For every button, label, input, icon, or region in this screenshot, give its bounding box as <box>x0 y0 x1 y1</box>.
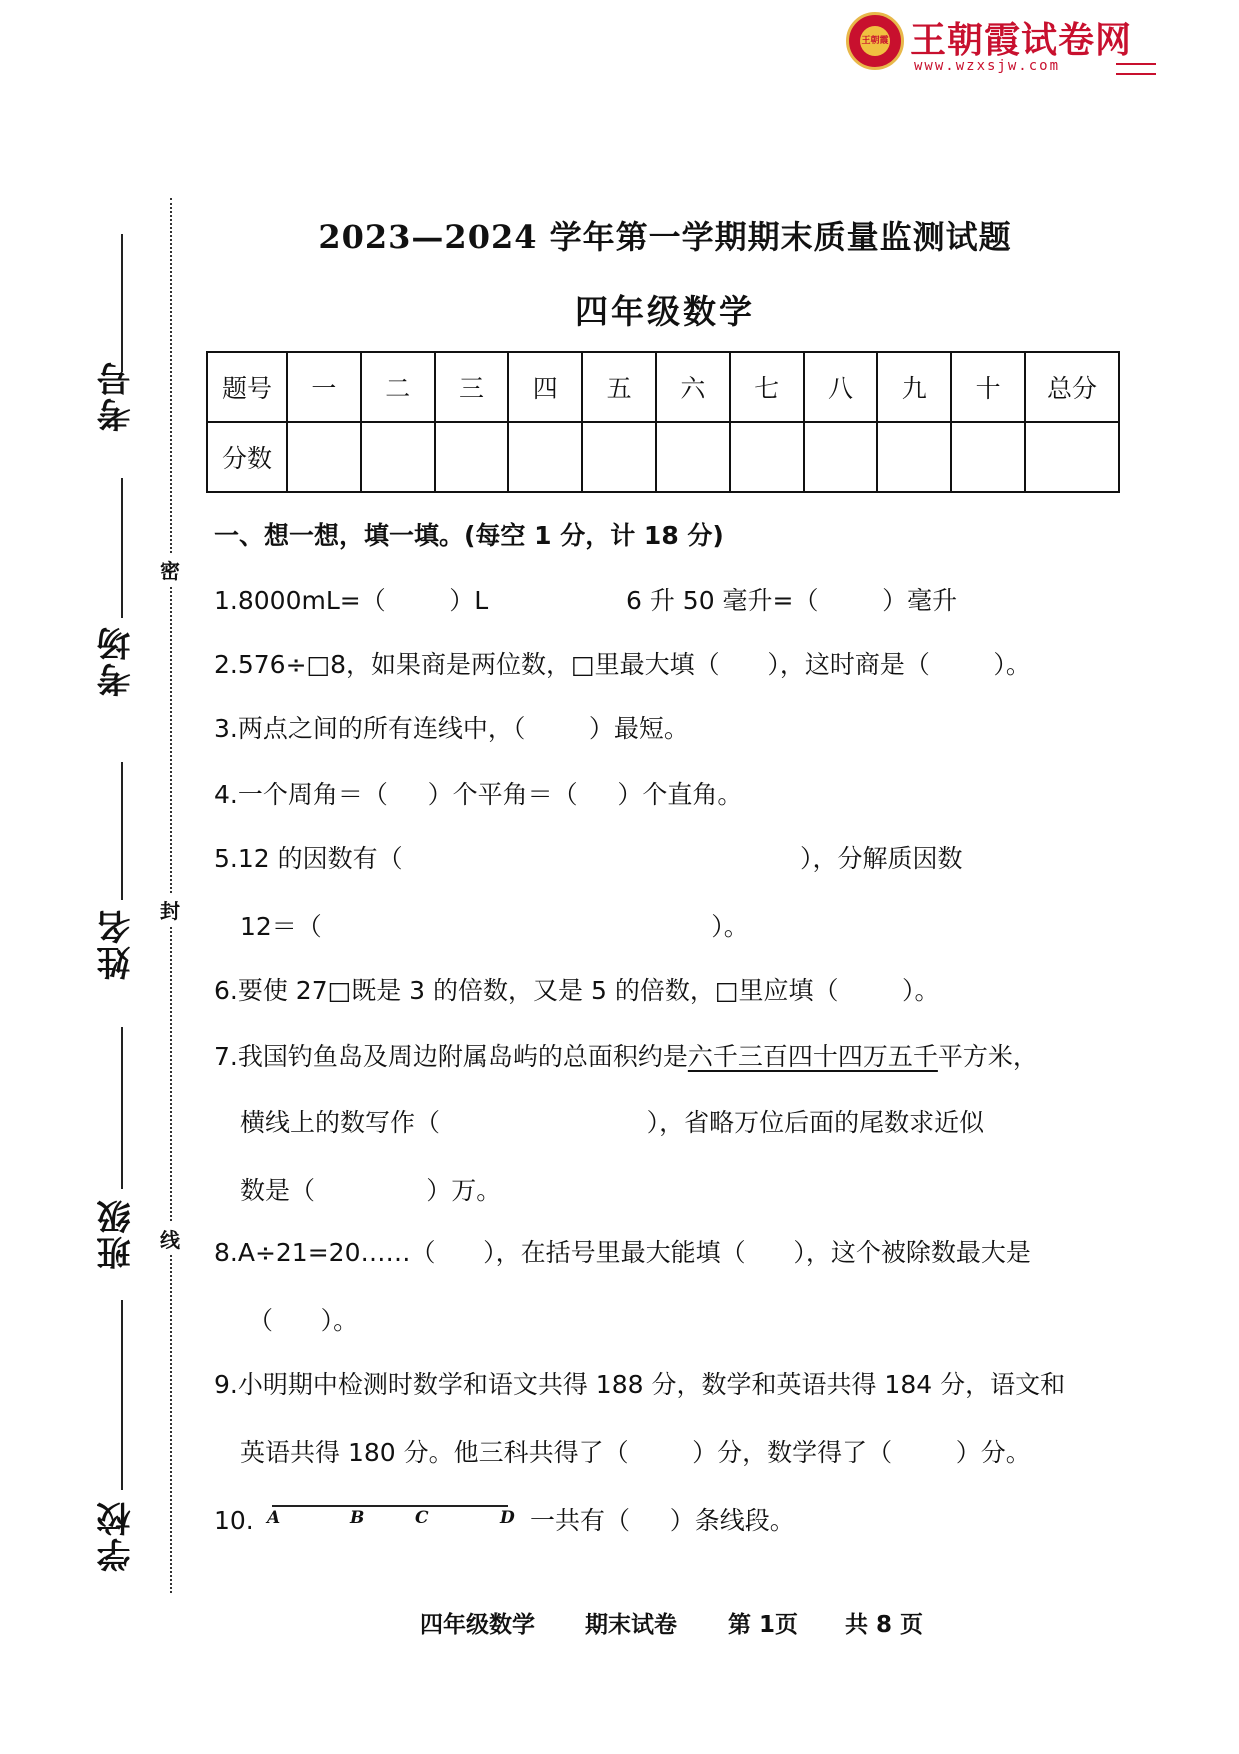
question-9a: 9.小明期中检测时数学和语文共得 188 分，数学和英语共得 184 分，语文和 <box>214 1370 1066 1399</box>
segment-point-b: B <box>350 1508 365 1528</box>
question-2: 2.576÷□8，如果商是两位数，□里最大填（ ），这时商是（ ）。 <box>214 650 1031 679</box>
segment-point-d: D <box>500 1508 515 1528</box>
logo-emblem-icon <box>846 12 904 70</box>
question-7a <box>214 1040 1038 1074</box>
score-cell <box>1025 422 1119 492</box>
score-cell <box>951 422 1025 492</box>
header-cell: 八 <box>804 352 878 422</box>
header-cell: 七 <box>730 352 804 422</box>
question-10-text: 一共有（ ）条线段。 <box>530 1506 795 1535</box>
label-class: 班级 <box>97 1198 137 1270</box>
question-5a: 5.12 的因数有（ ），分解质因数 <box>214 844 963 873</box>
score-table-score-row <box>207 422 1119 492</box>
header-cell: 十 <box>951 352 1025 422</box>
header-cell: 四 <box>508 352 582 422</box>
section-heading: 一、想一想，填一填。(每空 1 分，计 18 分) <box>214 521 724 550</box>
seal-char-mi: 密 <box>160 553 180 586</box>
header-cell: 题号 <box>207 352 287 422</box>
question-4: 4.一个周角＝（ ）个平角＝（ ）个直角。 <box>214 780 743 809</box>
footer-total: 共 8 页 <box>845 1612 924 1638</box>
logo-emblem-text: 王朝霞 <box>860 26 890 56</box>
segment-point-c: C <box>415 1508 429 1528</box>
exam-room-rule <box>121 478 123 618</box>
score-cell <box>877 422 951 492</box>
question-7b: 横线上的数写作（ ），省略万位后面的尾数求近似 <box>240 1108 985 1137</box>
watermark-url: www.wzxsjw.com <box>914 58 1061 74</box>
school-rule <box>121 1300 123 1490</box>
seal-char-xian: 线 <box>160 1222 180 1255</box>
question-6: 6.要使 27□既是 3 的倍数，又是 5 的倍数，□里应填（ ）。 <box>214 976 940 1005</box>
exam-subtitle: 四年级数学 <box>575 292 755 331</box>
header-cell: 总分 <box>1025 352 1119 422</box>
question-7a-suffix: 平方米， <box>937 1042 1038 1071</box>
header-cell: 一 <box>287 352 361 422</box>
question-1a: 1.8000mL=（ ）L <box>214 586 489 615</box>
score-row-label: 分数 <box>207 422 287 492</box>
watermark-name: 王朝霞试卷网 <box>910 20 1133 61</box>
footer-page: 第 1页 <box>728 1612 799 1638</box>
label-exam-room: 考场 <box>97 625 137 697</box>
exam-title: 2023—2024 学年第一学期期末质量监测试题 <box>318 218 1012 256</box>
score-cell <box>508 422 582 492</box>
header-cell: 三 <box>435 352 509 422</box>
score-table <box>206 351 1120 493</box>
class-rule <box>121 1027 123 1189</box>
line-segment-figure <box>272 1505 508 1507</box>
segment-point-a: A <box>267 1508 281 1528</box>
label-student-name: 姓名 <box>97 908 137 980</box>
score-cell <box>656 422 730 492</box>
question-7a-prefix: 7.我国钓鱼岛及周边附属岛屿的总面积约是 <box>214 1042 688 1071</box>
watermark-logo <box>846 8 1156 78</box>
student-name-rule <box>121 762 123 900</box>
footer-subject: 四年级数学 <box>420 1612 535 1638</box>
score-cell <box>435 422 509 492</box>
question-3: 3.两点之间的所有连线中，（ ）最短。 <box>214 714 689 743</box>
score-cell <box>361 422 435 492</box>
question-5b: 12＝（ ）。 <box>240 912 749 941</box>
score-table-header-row <box>207 352 1119 422</box>
question-1b: 6 升 50 毫升=（ ）毫升 <box>626 586 958 615</box>
score-cell <box>582 422 656 492</box>
label-school: 学校 <box>97 1500 137 1572</box>
header-cell: 九 <box>877 352 951 422</box>
header-cell: 六 <box>656 352 730 422</box>
question-10-number: 10. <box>214 1506 254 1535</box>
logo-decor-lines <box>1116 63 1156 75</box>
score-cell <box>804 422 878 492</box>
question-8b: （ ）。 <box>248 1306 359 1335</box>
header-cell: 五 <box>582 352 656 422</box>
label-exam-number: 考号 <box>97 360 137 432</box>
question-7c: 数是（ ）万。 <box>240 1176 502 1205</box>
seal-char-feng: 封 <box>160 893 180 926</box>
question-7a-underlined: 六千三百四十四万五千 <box>687 1042 938 1071</box>
footer-exam: 期末试卷 <box>585 1612 677 1638</box>
header-cell: 二 <box>361 352 435 422</box>
score-cell <box>287 422 361 492</box>
question-8a: 8.A÷21=20……（ ），在括号里最大能填（ ），这个被除数最大是 <box>214 1238 1031 1267</box>
question-9b: 英语共得 180 分。他三科共得了（ ）分，数学得了（ ）分。 <box>240 1438 1031 1467</box>
score-cell <box>730 422 804 492</box>
